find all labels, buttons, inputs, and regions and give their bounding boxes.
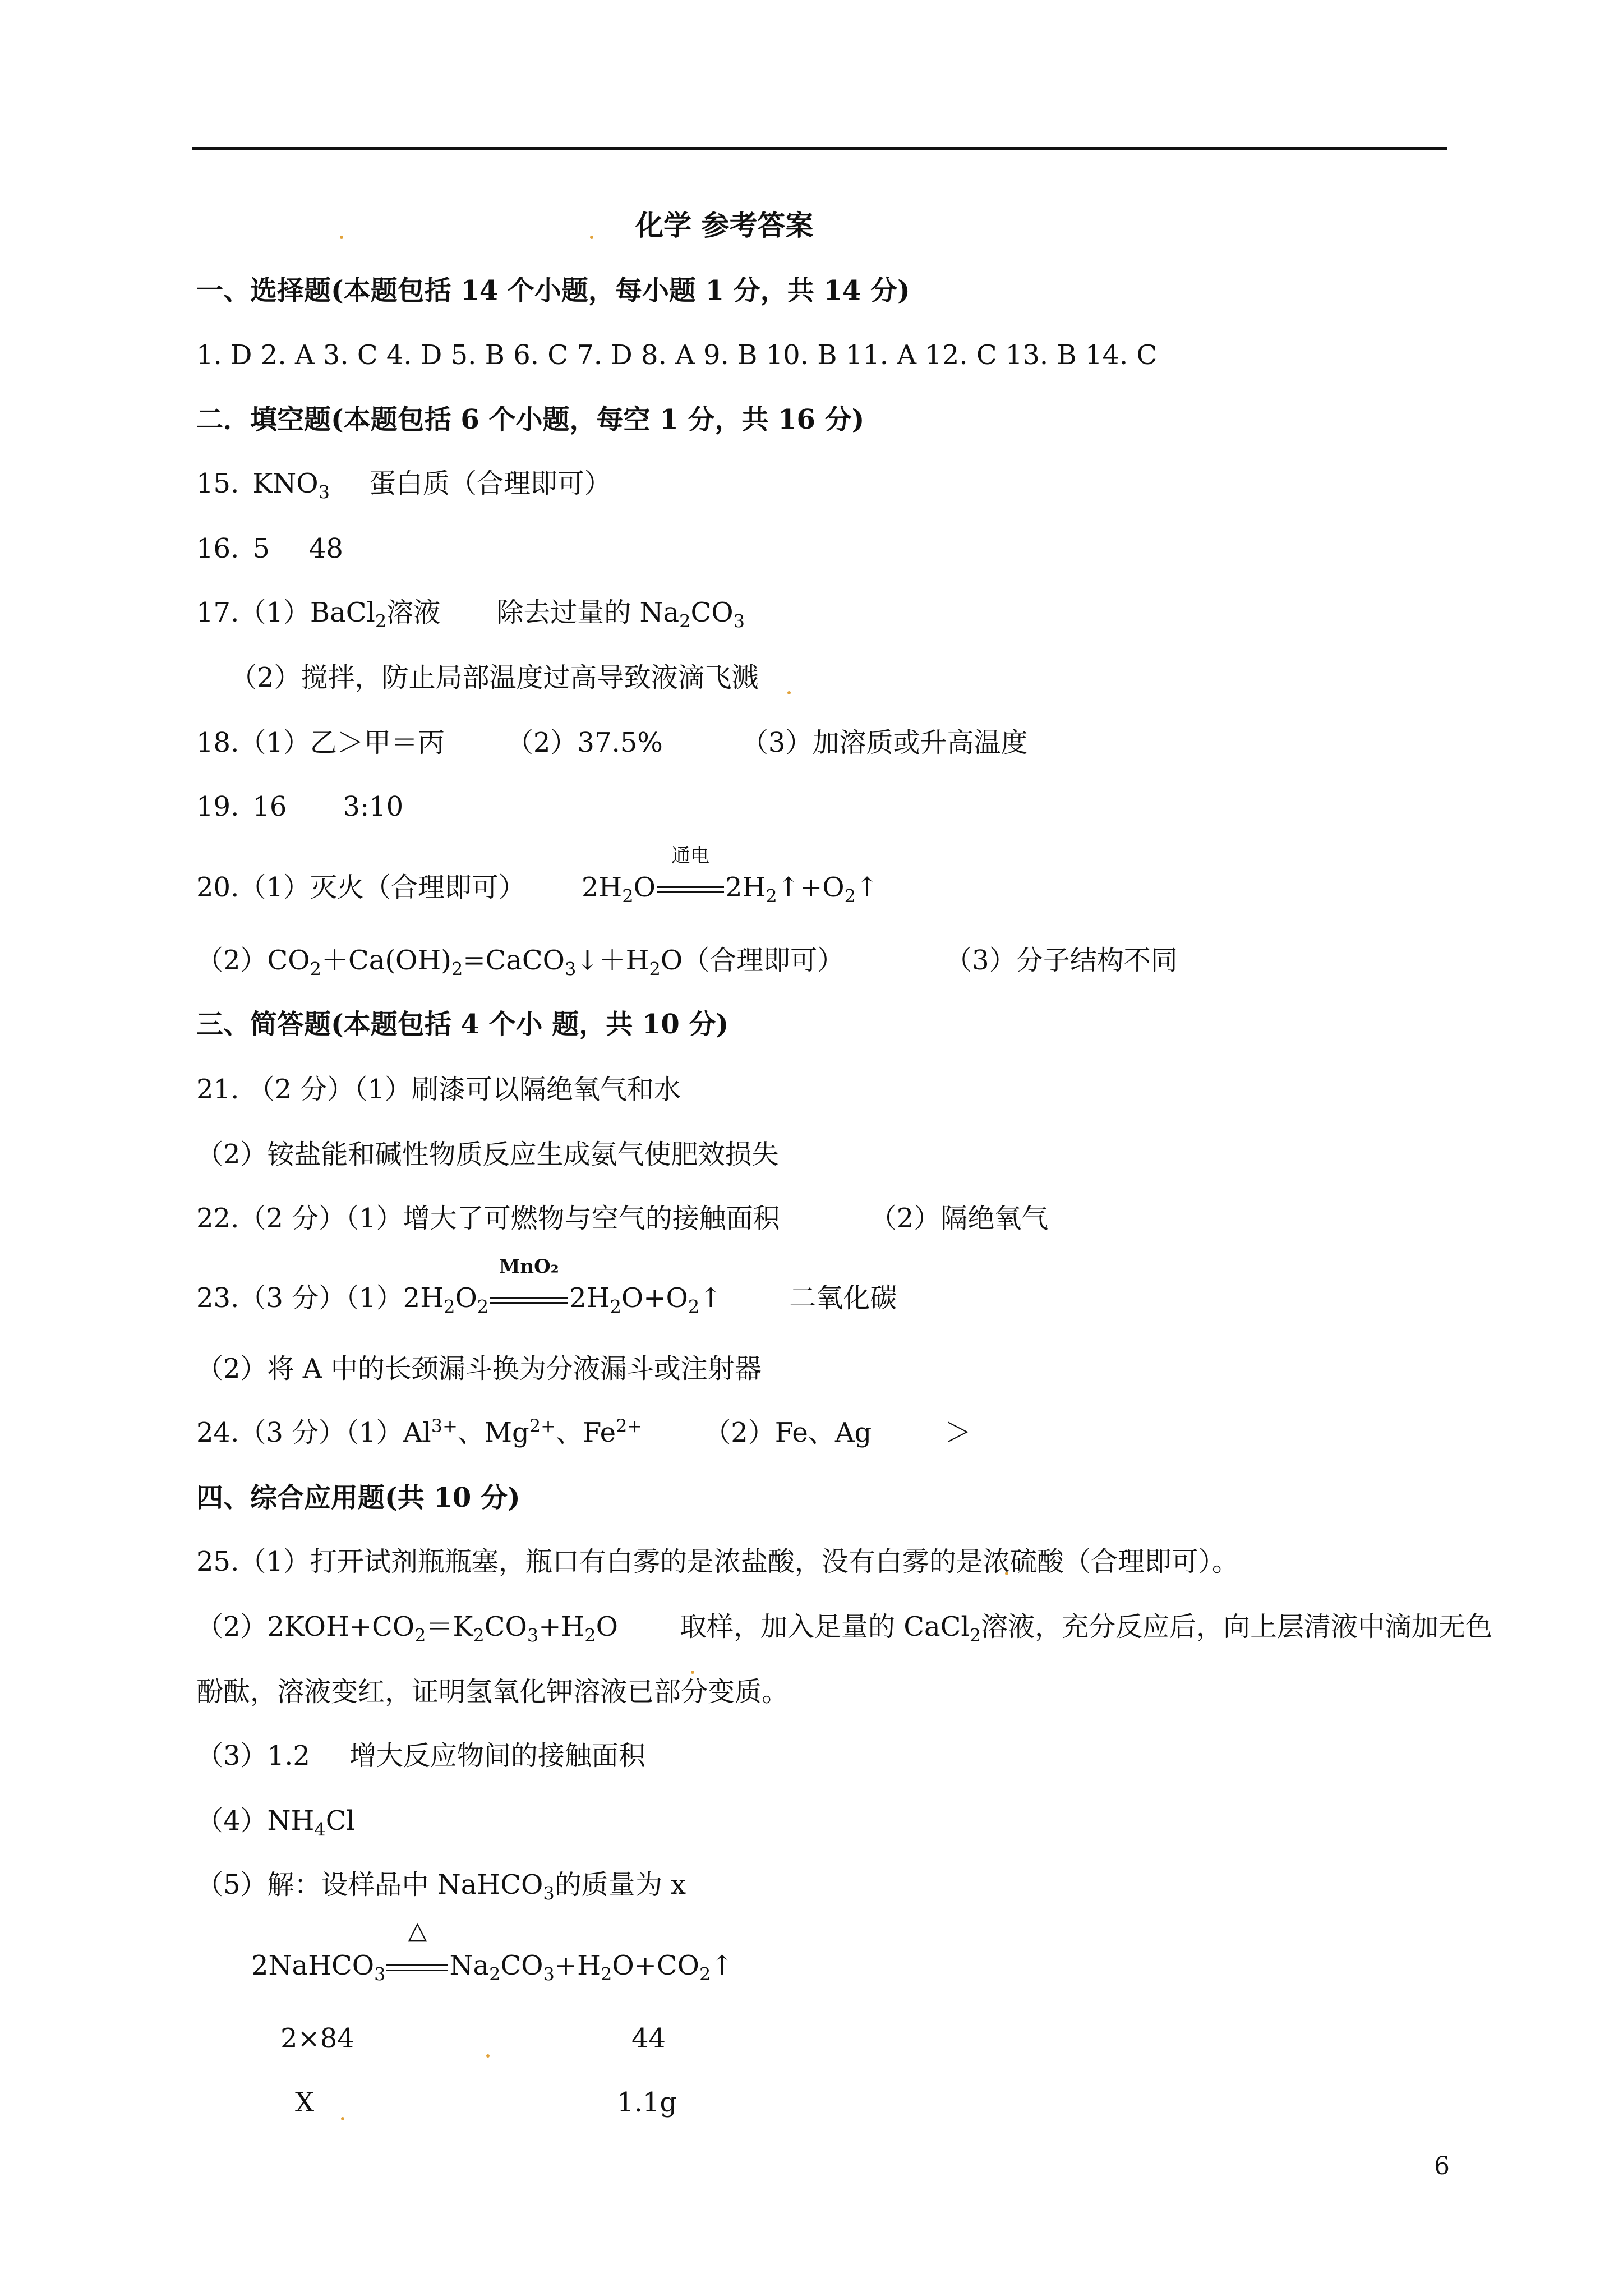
- q25-answer-line4: （3）1.2 增大反应物间的接触面积: [196, 1740, 645, 1772]
- q22-answer: 22.（2 分）（1）增大了可燃物与空气的接触面积 （2）隔绝氧气: [196, 1203, 1049, 1234]
- q23-answer-line2: （2）将 A 中的长颈漏斗换为分液漏斗或注射器: [196, 1353, 762, 1384]
- calc-molar-mass-right: 44: [631, 2023, 666, 2054]
- reaction-condition-heat: △: [385, 1949, 449, 1982]
- reaction-condition-electrolysis: 通电: [656, 871, 725, 904]
- q25-answer-line5: $(4)NH_4Cl$: [196, 1805, 355, 1841]
- scan-dot: [787, 691, 791, 694]
- scan-dot: [486, 2054, 490, 2058]
- scan-dot: [590, 236, 593, 239]
- page-title: 化学 参考答案: [635, 209, 814, 242]
- scan-dot: [341, 2117, 344, 2120]
- q25-answer-line3: 酚酞，溶液变红，证明氢氧化钾溶液已部分变质。: [196, 1676, 789, 1708]
- q16-answer: 16. 5 48: [196, 533, 343, 564]
- q17-answer-line1: 17.（1）BaCl$_2$溶液 除去过量的 $Na_2CO_3$: [196, 597, 745, 632]
- section-2-heading: 二．填空题(本题包括 6 个小题，每空 1 分，共 16 分): [196, 404, 865, 435]
- q18-answer: 18.（1）乙＞甲＝丙 （2）37.5% （3）加溶质或升高温度: [196, 727, 1028, 758]
- q23-answer-line1: 23.（3 分）$(1)2H_2O_2$ MnO₂ $2H_2O+O_2↑$ 二氧化碳: [196, 1255, 897, 1318]
- calc-unknown: X: [295, 2087, 315, 2118]
- page-number: 6: [1434, 2152, 1450, 2180]
- section-1-heading: 一、选择题(本题包括 14 个小题，每小题 1 分，共 14 分): [196, 275, 910, 306]
- q25-answer-line2: $(2)2KOH+CO_2=K_2CO_3+H_2O$ 取样，加入足量的 CaCl$_2$溶液，充分反应后，向上层清液中滴加无色: [196, 1611, 1493, 1646]
- q21-answer-line2: （2）铵盐能和碱性物质反应生成氨气使肥效损失: [196, 1139, 779, 1170]
- q21-answer-line1: 21. （2 分）（1）刷漆可以隔绝氧气和水: [196, 1074, 681, 1105]
- section-4-heading: 四、综合应用题(共 10 分): [196, 1482, 520, 1513]
- reaction-condition-catalyst: MnO₂: [488, 1281, 569, 1315]
- scan-dot: [340, 236, 343, 239]
- calc-molar-mass-left: 2×84: [280, 2023, 354, 2054]
- q25-answer-line1: 25.（1）打开试剂瓶瓶塞，瓶口有白雾的是浓盐酸，没有白雾的是浓硫酸（合理即可）。: [196, 1546, 1239, 1577]
- q20-answer-line1: 20.（1）灭火（合理即可） $2H_2O$ 通电 $2H_2↑+O_2↑$: [196, 845, 879, 907]
- q25-equation: 2NaHCO$_3$ △ $Na_2CO_3+H_2O+CO_2↑$: [251, 1916, 734, 1985]
- scan-dot: [691, 1671, 694, 1674]
- q17-answer-line2: （2）搅拌，防止局部温度过高导致液滴飞溅: [230, 662, 759, 693]
- calc-known-mass: 1.1g: [617, 2087, 677, 2118]
- section-3-heading: 三、简答题(本题包括 4 个小 题，共 10 分): [196, 1009, 729, 1040]
- q15-answer: 15. $KNO_3$ 蛋白质（合理即可）: [196, 468, 611, 503]
- mcq-answers: 1. D 2. A 3. C 4. D 5. B 6. C 7. D 8. A 9. B 10. B 11. A 12. C 13. B 14. C: [196, 339, 1158, 371]
- q20-answer-line2: $(2)CO_2+Ca(OH)_2=CaCO_3↓+H_2O$（合理即可） （3）分子结构不同: [196, 945, 1178, 980]
- q24-answer: 24.（3 分）$(1)Al^{3+}$、$Mg^{2+}$、$Fe^{2+}$ （2）Fe、Ag ＞: [196, 1415, 972, 1448]
- q19-answer: 19. 16 3:10: [196, 791, 404, 822]
- q25-answer-line6: （5）解：设样品中 NaHCO$_3$的质量为 x: [196, 1869, 686, 1904]
- header-rule: [192, 147, 1447, 150]
